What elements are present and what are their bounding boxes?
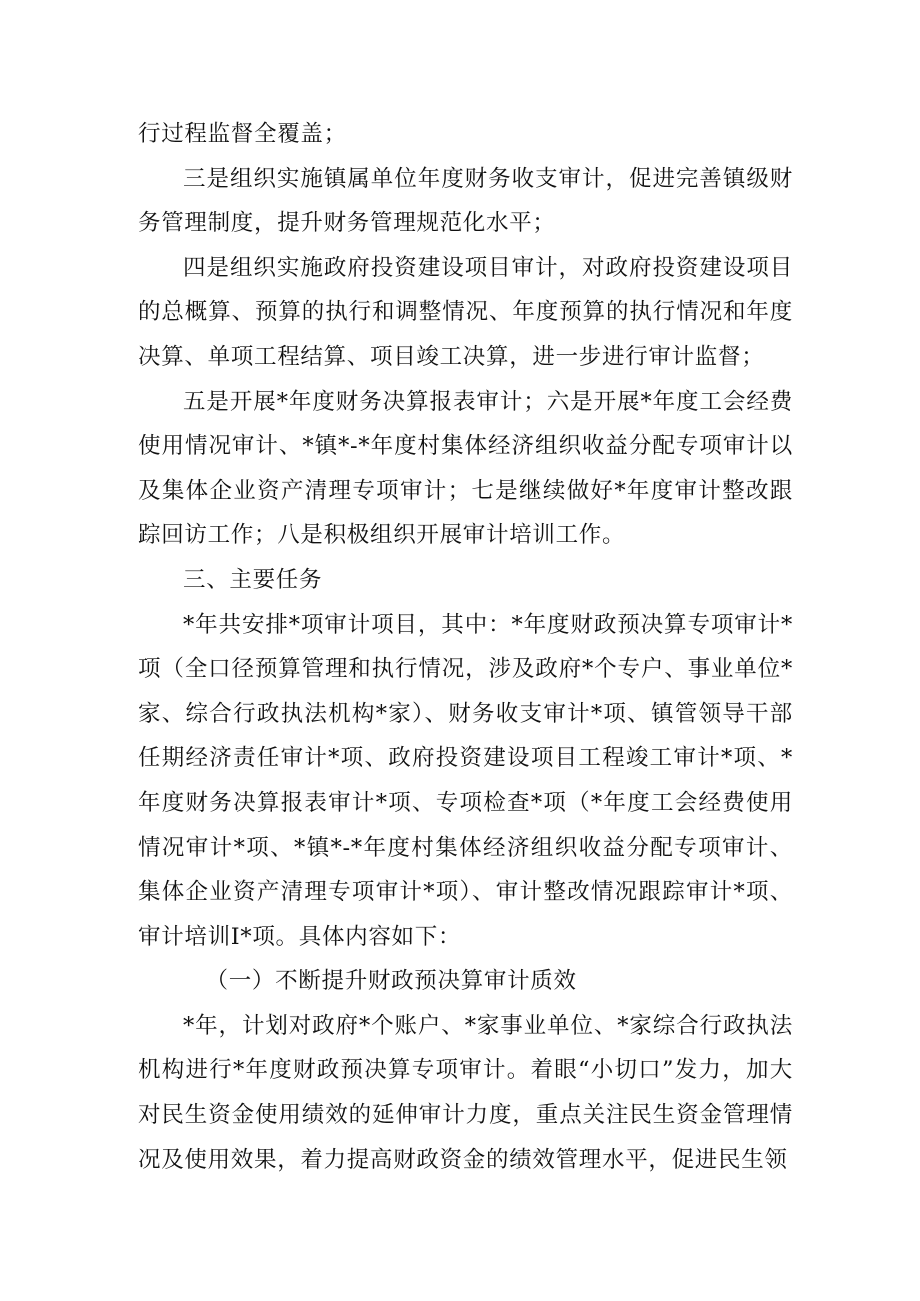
paragraph-budget-audit: *年，计划对政府*个账户、*家事业单位、*家综合行政执法机构进行*年度财政预决算专项审计。着眼“小切口”发力，加大对民生资金使用绩效的延伸审计力度，重点关注民生资金管理情况及使用效果，着力提高财政资金的绩效管理水平，促进民生领	[138, 1012, 793, 1173]
paragraph-task-overview: *年共安排*项审计项目，其中：*年度财政预决算专项审计*项（全口径预算管理和执行情况，涉及政府*个专户、事业单位*家、综合行政执法机构*家）、财务收支审计*项、镇管领导干部任期经济责任审计*项、政府投资建设项目工程竣工审计*项、*年度财务决算报表审计*项、专项检查*项（*年度工会经费使用情况审计*项、*镇*-*年度村集体经济组织收益分配专项审计、集体企业资产清理专项审计*项）、审计整改情况跟踪审计*项、审计培训I*项。具体内容如下：	[138, 611, 793, 950]
section-heading-main-tasks: 三、主要任务	[183, 566, 323, 593]
subsection-heading-one: （一）不断提升财政预决算审计质效	[205, 968, 577, 995]
paragraph-item-four: 四是组织实施政府投资建设项目审计，对政府投资建设项目的总概算、预算的执行和调整情况、年度预算的执行情况和年度决算、单项工程结算、项目竣工决算，进一步进行审计监督；	[138, 254, 793, 370]
paragraph-continuation: 行过程监督全覆盖；	[138, 121, 347, 147]
document-body	[138, 112, 793, 1182]
paragraph-items-five-to-eight: 五是开展*年度财务决算报表审计；六是开展*年度工会经费使用情况审计、*镇*-*年度村集体经济组织收益分配专项审计以及集体企业资产清理专项审计；七是继续做好*年度审计整改跟踪回访工作；八是积极组织开展审计培训工作。	[138, 388, 793, 549]
paragraph-item-three: 三是组织实施镇属单位年度财务收支审计，促进完善镇级财务管理制度，提升财务管理规范化水平；	[138, 165, 793, 237]
